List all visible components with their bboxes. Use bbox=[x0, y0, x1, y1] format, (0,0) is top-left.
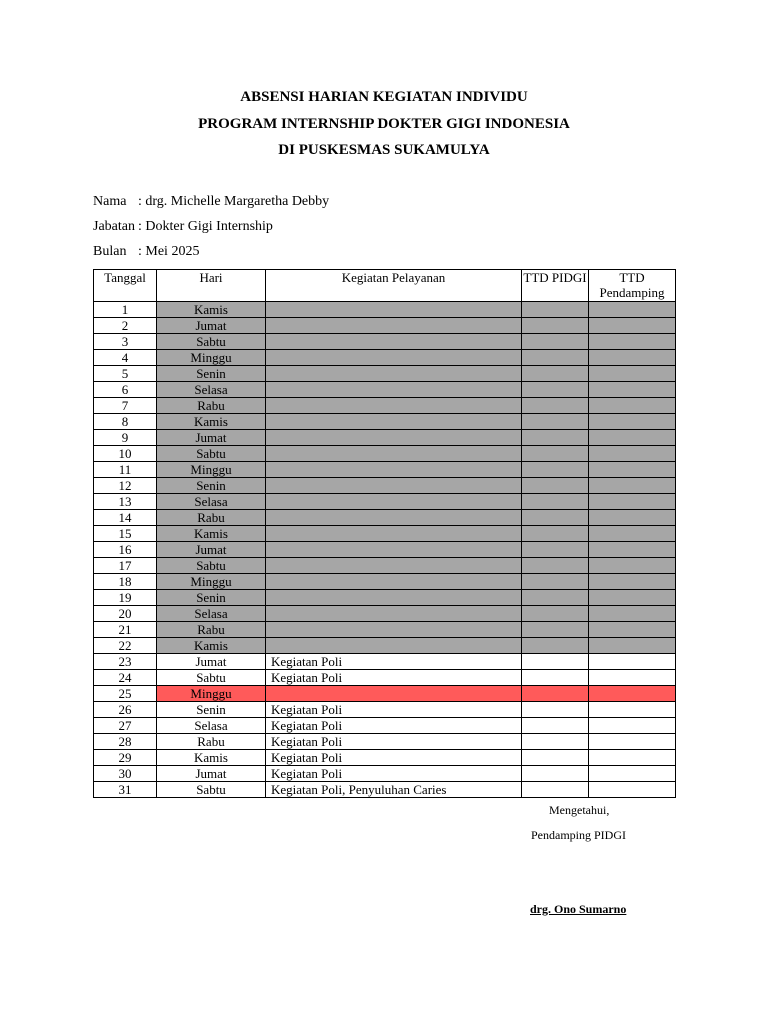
table-row bbox=[94, 734, 676, 750]
cell-hari: Jumat bbox=[157, 654, 266, 670]
cell-ttd-pidgi bbox=[522, 622, 589, 638]
cell-kegiatan bbox=[266, 638, 522, 654]
cell-tanggal: 10 bbox=[94, 446, 157, 462]
cell-tanggal: 16 bbox=[94, 542, 157, 558]
cell-hari: Kamis bbox=[157, 302, 266, 318]
cell-ttd-pendamping bbox=[589, 766, 676, 782]
cell-hari: Selasa bbox=[157, 606, 266, 622]
cell-tanggal: 11 bbox=[94, 462, 157, 478]
table-row bbox=[94, 574, 676, 590]
cell-tanggal: 21 bbox=[94, 622, 157, 638]
header-hari: Hari bbox=[157, 270, 266, 302]
cell-hari: Minggu bbox=[157, 350, 266, 366]
cell-ttd-pendamping bbox=[589, 350, 676, 366]
cell-ttd-pidgi bbox=[522, 638, 589, 654]
cell-hari: Jumat bbox=[157, 542, 266, 558]
info-jabatan-value: : Dokter Gigi Internship bbox=[138, 219, 273, 234]
doc-title-line1: ABSENSI HARIAN KEGIATAN INDIVIDU bbox=[240, 89, 528, 105]
cell-kegiatan: Kegiatan Poli bbox=[266, 750, 522, 766]
cell-kegiatan: Kegiatan Poli bbox=[266, 670, 522, 686]
cell-ttd-pendamping bbox=[589, 398, 676, 414]
cell-tanggal: 30 bbox=[94, 766, 157, 782]
cell-hari: Sabtu bbox=[157, 446, 266, 462]
cell-ttd-pidgi bbox=[522, 494, 589, 510]
cell-hari: Sabtu bbox=[157, 558, 266, 574]
cell-tanggal: 1 bbox=[94, 302, 157, 318]
cell-hari: Sabtu bbox=[157, 782, 266, 798]
cell-kegiatan: Kegiatan Poli bbox=[266, 702, 522, 718]
cell-ttd-pidgi bbox=[522, 462, 589, 478]
table-row bbox=[94, 446, 676, 462]
cell-ttd-pidgi bbox=[522, 382, 589, 398]
cell-ttd-pidgi bbox=[522, 670, 589, 686]
cell-hari: Rabu bbox=[157, 734, 266, 750]
cell-ttd-pidgi bbox=[522, 766, 589, 782]
cell-kegiatan bbox=[266, 414, 522, 430]
cell-kegiatan bbox=[266, 622, 522, 638]
info-nama-value: : drg. Michelle Margaretha Debby bbox=[138, 194, 330, 209]
cell-hari: Rabu bbox=[157, 622, 266, 638]
cell-kegiatan bbox=[266, 446, 522, 462]
table-header-row bbox=[94, 270, 676, 302]
cell-ttd-pendamping bbox=[589, 750, 676, 766]
cell-ttd-pidgi bbox=[522, 350, 589, 366]
cell-ttd-pidgi bbox=[522, 542, 589, 558]
cell-hari: Senin bbox=[157, 478, 266, 494]
cell-hari: Kamis bbox=[157, 414, 266, 430]
cell-ttd-pendamping bbox=[589, 414, 676, 430]
cell-hari: Senin bbox=[157, 702, 266, 718]
table-row bbox=[94, 766, 676, 782]
cell-kegiatan bbox=[266, 382, 522, 398]
info-bulan-value: : Mei 2025 bbox=[138, 244, 200, 259]
cell-kegiatan bbox=[266, 558, 522, 574]
cell-ttd-pidgi bbox=[522, 334, 589, 350]
cell-hari: Selasa bbox=[157, 382, 266, 398]
info-bulan-label: Bulan bbox=[93, 244, 127, 259]
info-nama bbox=[93, 193, 329, 211]
header-tanggal: Tanggal bbox=[94, 270, 157, 302]
cell-tanggal: 7 bbox=[94, 398, 157, 414]
cell-ttd-pidgi bbox=[522, 558, 589, 574]
cell-ttd-pendamping bbox=[589, 622, 676, 638]
cell-tanggal: 14 bbox=[94, 510, 157, 526]
cell-kegiatan bbox=[266, 318, 522, 334]
cell-hari: Kamis bbox=[157, 526, 266, 542]
cell-ttd-pendamping bbox=[589, 302, 676, 318]
cell-ttd-pendamping bbox=[589, 478, 676, 494]
cell-tanggal: 25 bbox=[94, 686, 157, 702]
cell-hari: Minggu bbox=[157, 462, 266, 478]
table-row bbox=[94, 526, 676, 542]
cell-ttd-pendamping bbox=[589, 446, 676, 462]
cell-tanggal: 2 bbox=[94, 318, 157, 334]
table-row bbox=[94, 366, 676, 382]
cell-hari: Jumat bbox=[157, 766, 266, 782]
cell-kegiatan: Kegiatan Poli bbox=[266, 734, 522, 750]
table-row bbox=[94, 782, 676, 798]
cell-kegiatan: Kegiatan Poli, Penyuluhan Caries bbox=[266, 782, 522, 798]
table-row bbox=[94, 382, 676, 398]
table-row bbox=[94, 542, 676, 558]
cell-kegiatan bbox=[266, 430, 522, 446]
cell-ttd-pendamping bbox=[589, 526, 676, 542]
cell-ttd-pidgi bbox=[522, 686, 589, 702]
info-nama-label: Nama bbox=[93, 194, 127, 209]
cell-tanggal: 23 bbox=[94, 654, 157, 670]
cell-hari: Senin bbox=[157, 366, 266, 382]
table-row bbox=[94, 462, 676, 478]
cell-tanggal: 31 bbox=[94, 782, 157, 798]
sign-mengetahui: Mengetahui, bbox=[549, 803, 610, 817]
cell-kegiatan bbox=[266, 302, 522, 318]
cell-ttd-pidgi bbox=[522, 446, 589, 462]
table-row bbox=[94, 750, 676, 766]
cell-ttd-pidgi bbox=[522, 366, 589, 382]
cell-kegiatan bbox=[266, 686, 522, 702]
cell-ttd-pendamping bbox=[589, 318, 676, 334]
cell-tanggal: 26 bbox=[94, 702, 157, 718]
table-row bbox=[94, 430, 676, 446]
cell-tanggal: 3 bbox=[94, 334, 157, 350]
cell-ttd-pendamping bbox=[589, 510, 676, 526]
header-ttd-pidgi: TTD PIDGI bbox=[522, 270, 589, 302]
cell-kegiatan bbox=[266, 590, 522, 606]
cell-hari: Jumat bbox=[157, 430, 266, 446]
cell-tanggal: 13 bbox=[94, 494, 157, 510]
table-row bbox=[94, 350, 676, 366]
table-row bbox=[94, 718, 676, 734]
cell-ttd-pidgi bbox=[522, 510, 589, 526]
info-jabatan bbox=[93, 218, 273, 236]
cell-ttd-pendamping bbox=[589, 382, 676, 398]
cell-hari: Jumat bbox=[157, 318, 266, 334]
cell-kegiatan bbox=[266, 366, 522, 382]
cell-ttd-pidgi bbox=[522, 734, 589, 750]
table-row bbox=[94, 398, 676, 414]
cell-kegiatan: Kegiatan Poli bbox=[266, 654, 522, 670]
table-row bbox=[94, 670, 676, 686]
cell-tanggal: 6 bbox=[94, 382, 157, 398]
info-jabatan-label: Jabatan bbox=[93, 219, 135, 234]
cell-ttd-pidgi bbox=[522, 302, 589, 318]
cell-ttd-pendamping bbox=[589, 366, 676, 382]
cell-ttd-pendamping bbox=[589, 734, 676, 750]
cell-ttd-pendamping bbox=[589, 654, 676, 670]
cell-tanggal: 20 bbox=[94, 606, 157, 622]
cell-tanggal: 24 bbox=[94, 670, 157, 686]
cell-ttd-pidgi bbox=[522, 606, 589, 622]
cell-ttd-pidgi bbox=[522, 702, 589, 718]
cell-ttd-pendamping bbox=[589, 542, 676, 558]
cell-ttd-pendamping bbox=[589, 670, 676, 686]
cell-ttd-pidgi bbox=[522, 398, 589, 414]
cell-tanggal: 12 bbox=[94, 478, 157, 494]
cell-kegiatan bbox=[266, 510, 522, 526]
cell-hari: Senin bbox=[157, 590, 266, 606]
table-row bbox=[94, 686, 676, 702]
cell-ttd-pidgi bbox=[522, 750, 589, 766]
sign-name: drg. Ono Sumarno bbox=[530, 902, 627, 916]
cell-ttd-pendamping bbox=[589, 430, 676, 446]
info-bulan bbox=[93, 243, 199, 261]
cell-kegiatan bbox=[266, 478, 522, 494]
cell-tanggal: 9 bbox=[94, 430, 157, 446]
cell-tanggal: 22 bbox=[94, 638, 157, 654]
cell-ttd-pendamping bbox=[589, 590, 676, 606]
cell-ttd-pidgi bbox=[522, 574, 589, 590]
cell-hari: Sabtu bbox=[157, 670, 266, 686]
cell-ttd-pendamping bbox=[589, 334, 676, 350]
cell-kegiatan bbox=[266, 574, 522, 590]
doc-title-line2: PROGRAM INTERNSHIP DOKTER GIGI INDONESIA bbox=[198, 116, 570, 132]
cell-tanggal: 15 bbox=[94, 526, 157, 542]
cell-ttd-pidgi bbox=[522, 782, 589, 798]
doc-title-line3: DI PUSKESMAS SUKAMULYA bbox=[278, 142, 490, 158]
cell-tanggal: 8 bbox=[94, 414, 157, 430]
cell-kegiatan bbox=[266, 606, 522, 622]
table-row bbox=[94, 478, 676, 494]
cell-hari: Selasa bbox=[157, 718, 266, 734]
table-row bbox=[94, 302, 676, 318]
cell-hari: Minggu bbox=[157, 686, 266, 702]
cell-ttd-pidgi bbox=[522, 430, 589, 446]
cell-kegiatan bbox=[266, 398, 522, 414]
cell-tanggal: 4 bbox=[94, 350, 157, 366]
cell-tanggal: 5 bbox=[94, 366, 157, 382]
table-row bbox=[94, 590, 676, 606]
table-row bbox=[94, 654, 676, 670]
cell-ttd-pendamping bbox=[589, 702, 676, 718]
cell-hari: Kamis bbox=[157, 638, 266, 654]
cell-kegiatan: Kegiatan Poli bbox=[266, 766, 522, 782]
header-kegiatan: Kegiatan Pelayanan bbox=[266, 270, 522, 302]
table-row bbox=[94, 702, 676, 718]
cell-ttd-pendamping bbox=[589, 638, 676, 654]
cell-ttd-pidgi bbox=[522, 318, 589, 334]
attendance-table bbox=[93, 269, 676, 798]
attendance-table-body bbox=[94, 302, 676, 798]
cell-ttd-pendamping bbox=[589, 462, 676, 478]
sign-role: Pendamping PIDGI bbox=[531, 828, 626, 842]
cell-kegiatan: Kegiatan Poli bbox=[266, 718, 522, 734]
cell-ttd-pendamping bbox=[589, 718, 676, 734]
cell-tanggal: 18 bbox=[94, 574, 157, 590]
table-row bbox=[94, 558, 676, 574]
cell-tanggal: 17 bbox=[94, 558, 157, 574]
cell-hari: Sabtu bbox=[157, 334, 266, 350]
cell-kegiatan bbox=[266, 462, 522, 478]
cell-kegiatan bbox=[266, 542, 522, 558]
cell-ttd-pendamping bbox=[589, 558, 676, 574]
table-row bbox=[94, 334, 676, 350]
header-ttd-pendamping: TTD Pendamping bbox=[589, 270, 676, 302]
cell-tanggal: 19 bbox=[94, 590, 157, 606]
cell-ttd-pendamping bbox=[589, 574, 676, 590]
cell-ttd-pendamping bbox=[589, 606, 676, 622]
cell-hari: Minggu bbox=[157, 574, 266, 590]
table-row bbox=[94, 638, 676, 654]
cell-ttd-pidgi bbox=[522, 718, 589, 734]
cell-ttd-pidgi bbox=[522, 526, 589, 542]
table-row bbox=[94, 622, 676, 638]
table-row bbox=[94, 510, 676, 526]
table-row bbox=[94, 606, 676, 622]
cell-tanggal: 28 bbox=[94, 734, 157, 750]
cell-ttd-pidgi bbox=[522, 654, 589, 670]
cell-tanggal: 29 bbox=[94, 750, 157, 766]
cell-ttd-pendamping bbox=[589, 686, 676, 702]
cell-hari: Rabu bbox=[157, 510, 266, 526]
cell-ttd-pidgi bbox=[522, 590, 589, 606]
cell-kegiatan bbox=[266, 526, 522, 542]
table-row bbox=[94, 414, 676, 430]
cell-kegiatan bbox=[266, 334, 522, 350]
cell-hari: Selasa bbox=[157, 494, 266, 510]
cell-tanggal: 27 bbox=[94, 718, 157, 734]
cell-ttd-pidgi bbox=[522, 478, 589, 494]
cell-hari: Rabu bbox=[157, 398, 266, 414]
cell-ttd-pidgi bbox=[522, 414, 589, 430]
cell-kegiatan bbox=[266, 350, 522, 366]
cell-hari: Kamis bbox=[157, 750, 266, 766]
table-row bbox=[94, 494, 676, 510]
cell-ttd-pendamping bbox=[589, 494, 676, 510]
table-row bbox=[94, 318, 676, 334]
cell-ttd-pendamping bbox=[589, 782, 676, 798]
cell-kegiatan bbox=[266, 494, 522, 510]
